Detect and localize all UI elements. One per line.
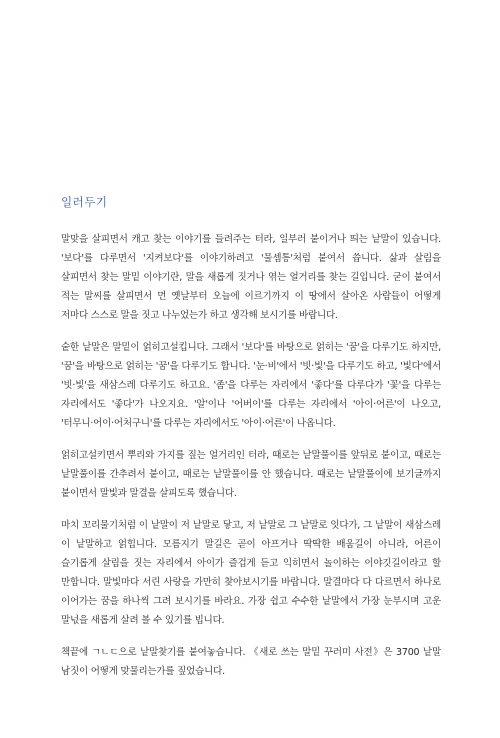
notes-body [61, 230, 441, 694]
paragraph-3: 얽히고설키면서 뿌리와 가지를 짚는 얼거리인 터라, 때로는 낱말풀이를 앞뒤로 붙이고, 때로는 낱말풀이를 간추려서 붙이고, 때로는 낱말풀이를 안 했습니다. 때로는 낱말풀이에 보기글까지 붙이면서 말빛과 말결을 살피도록 했습니다. [61, 450, 441, 499]
section-heading: 일러두기 [61, 195, 108, 209]
paragraph-1: 말맞을 살피면서 캐고 찾는 이야기를 들려주는 터라, 일부러 붙이거나 띄는 낱말이 있습니다. '보다'를 다루면서 '지켜보다'를 이야기하려고 '물셈통'처럼 붙여서 씁니다. 삶과 살림을 살피면서 찾는 말밑 이야기란, 말을 새롭게 짓거나 엮는 얼거리를 찾는 길입니다. 굳이 붙여서 적는 말씨를 살피면서 먼 옛날부터 오늘에 이르기까지 이 땅에서 살아온 사람들이 어떻게 저마다 스스로 말을 짓고 나누었는가 하고 생각해 보시기를 바랍니다. [61, 234, 441, 321]
paragraph-4: 마치 꼬리물기처럼 이 낱말이 저 낱말로 닿고, 저 낱말로 그 낱말로 잇다가, 그 낱말이 새삼스레 이 낱말하고 얽힙니다. 모름지기 말길은 곧이 아프거나 딱딱한 배움길이 아니라, 어른이 슬기롭게 살림을 짓는 자리에서 아이가 즐겁게 듣고 익히면서 놀이하는 이야깃길이라고 할 만합니다. 말빛마다 서린 사랑을 가만히 찾아보시기를 바랍니다. 말결마다 다 다르면서 하나로 이어가는 꿈을 하나씩 그려 보시기를 바라요. 가장 쉽고 수수한 낱말에서 가장 눈부시며 고운 말넋을 새롭게 살려 볼 수 있기를 빕니다. [61, 520, 441, 626]
paragraph-2: 숱한 낱말은 말밑이 얽히고설킵니다. 그래서 '보다'를 바탕으로 얽히는 '꿈'을 다루기도 하지만, '꿈'을 바탕으로 얽히는 '꿈'을 다루기도 합니다. '눈·비'에서 '빗·빛'을 다루기도 하고, '빛다'에서 '빗·빛'을 새삼스레 다루기도 하고요. '좀'을 다루는 자리에서 '좋다'를 다루다가 '꽃'을 다루는 자리에서도 '좋다'가 나오지요. '알'이나 '어버이'를 다루는 자리에서 '아이·어른'이 나오고, '터무니·어이·어처구니'를 다루는 자리에서도 '아이·어른'이 나옵니다. [61, 342, 441, 429]
paragraph-5: 책끝에 ㄱㄴㄷ으로 낱말찾기를 붙여놓습니다. 《새로 쓰는 말밑 꾸러미 사전》은 3700 낱말 남짓이 어떻게 맞물리는가를 짚었습니다. [61, 647, 441, 677]
